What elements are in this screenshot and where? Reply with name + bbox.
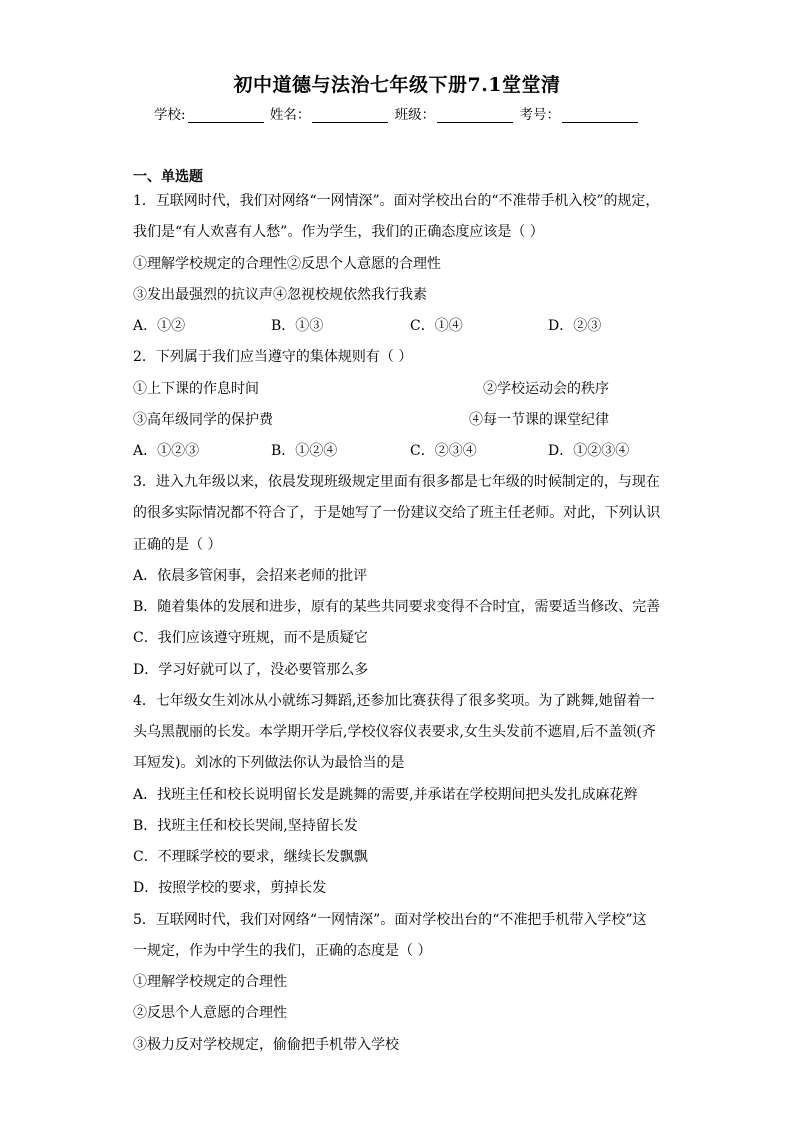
section-heading: 一、单选题 xyxy=(133,169,203,185)
q4-stem-line-1: 4．七年级女生刘冰从小就练习舞蹈,还参加比赛获得了很多奖项。为了跳舞,她留着一 xyxy=(133,693,655,709)
q5-item-2: ②反思个人意愿的合理性 xyxy=(133,1005,287,1021)
q4-stem-line-2: 头乌黑靓丽的长发。本学期开学后,学校仪容仪表要求,女生头发前不遮眉,后不盖领(齐 xyxy=(133,724,656,740)
q3-choice-b[interactable]: B．随着集体的发展和进步，原有的某些共同要求变得不合时宜，需要适当修改、完善 xyxy=(133,599,661,615)
q2-choice-d[interactable]: D．①②③④ xyxy=(548,443,630,459)
q3-choice-d[interactable]: D．学习好就可以了，没必要管那么多 xyxy=(133,662,369,678)
q1-choice-b[interactable]: B．①③ xyxy=(271,318,324,334)
q3-choice-a[interactable]: A．依晨多管闲事，会招来老师的批评 xyxy=(133,568,368,584)
q3-stem-line-3: 正确的是（ ） xyxy=(133,537,222,553)
school-label: 学校: xyxy=(154,107,186,123)
q1-statements-line-1: ①理解学校规定的合理性②反思个人意愿的合理性 xyxy=(133,256,441,272)
name-blank[interactable] xyxy=(312,108,388,123)
school-blank[interactable] xyxy=(188,108,264,123)
q2-choice-b[interactable]: B．①②④ xyxy=(271,443,338,459)
q2-item-2: ②学校运动会的秩序 xyxy=(483,381,609,397)
q1-stem-line-1: 1．互联网时代，我们对网络“一网情深”。面对学校出台的“不准带手机入校”的规定， xyxy=(133,193,660,209)
student-info-line xyxy=(0,103,794,123)
q2-choice-c[interactable]: C．②③④ xyxy=(410,443,477,459)
class-label: 班级： xyxy=(394,107,436,123)
q5-stem-line-1: 5．互联网时代，我们对网络“一网情深”。面对学校出台的“不准把手机带入学校”这 xyxy=(133,912,647,928)
q1-choice-d[interactable]: D．②③ xyxy=(548,318,602,334)
number-blank[interactable] xyxy=(562,108,638,123)
q4-choice-a[interactable]: A．找班主任和校长说明留长发是跳舞的需要,并承诺在学校期间把头发扎成麻花辫 xyxy=(133,787,638,803)
class-blank[interactable] xyxy=(437,108,513,123)
q4-stem-line-3: 耳短发)。刘冰的下列做法你认为最恰当的是 xyxy=(133,755,405,771)
q1-choice-a[interactable]: A．①② xyxy=(133,318,186,334)
q1-choice-c[interactable]: C．①④ xyxy=(410,318,463,334)
name-label: 姓名： xyxy=(269,107,311,123)
q3-choice-c[interactable]: C．我们应该遵守班规，而不是质疑它 xyxy=(133,630,368,646)
q1-statements-line-2: ③发出最强烈的抗议声④忽视校规依然我行我素 xyxy=(133,287,427,303)
q2-item-3: ③高年级同学的保护费 xyxy=(133,412,273,428)
q2-item-4: ④每一节课的课堂纪律 xyxy=(469,412,609,428)
q2-item-1: ①上下课的作息时间 xyxy=(133,381,259,397)
q5-item-3: ③极力反对学校规定，偷偷把手机带入学校 xyxy=(133,1037,399,1053)
q4-choice-d[interactable]: D．按照学校的要求，剪掉长发 xyxy=(133,880,327,896)
q1-stem-line-2: 我们是“有人欢喜有人愁”。作为学生，我们的正确态度应该是（ ） xyxy=(133,224,544,240)
q2-stem: 2．下列属于我们应当遵守的集体规则有（ ） xyxy=(133,349,413,365)
q4-choice-c[interactable]: C．不理睬学校的要求，继续长发飘飘 xyxy=(133,849,368,865)
q5-item-1: ①理解学校规定的合理性 xyxy=(133,974,287,990)
q2-choice-a[interactable]: A．①②③ xyxy=(133,443,200,459)
page-title: 初中道德与法治七年级下册7.1堂堂清 xyxy=(233,74,561,96)
number-label: 考号： xyxy=(519,107,560,123)
q3-stem-line-1: 3．进入九年级以来，依晨发现班级规定里面有很多都是七年级的时候制定的，与现在 xyxy=(133,474,660,490)
q5-stem-line-2: 一规定，作为中学生的我们，正确的态度是（ ） xyxy=(133,943,432,959)
q4-choice-b[interactable]: B．找班主任和校长哭闹,坚持留长发 xyxy=(133,818,358,834)
q3-stem-line-2: 的很多实际情况都不符合了，于是她写了一份建议交给了班主任老师。对此，下列认识 xyxy=(133,505,661,521)
